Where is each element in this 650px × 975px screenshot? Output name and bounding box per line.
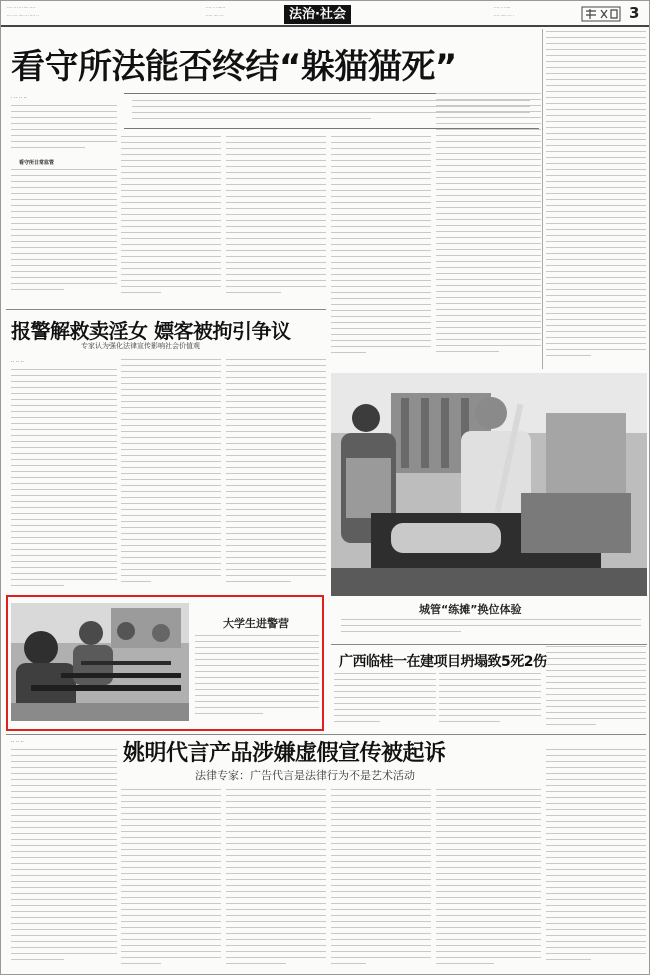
students-training-image — [11, 603, 189, 721]
page-number: 3 — [629, 4, 640, 22]
newspaper-logo — [581, 5, 621, 26]
feature-title: 大学生进警营 — [223, 617, 289, 630]
article4-subhead: 法律专家：广告代言是法律行为不是艺术活动 — [195, 769, 415, 782]
article2-subhead: 专家认为强化法律宣传影响社会价值观 — [81, 342, 200, 350]
street-stall-image — [331, 373, 647, 596]
photo1-title: 城管“练摊”换位体验 — [419, 603, 522, 616]
masthead: ···· ·· ··· ····· ···· ··· ···· ····· ·· ···· ·· ···· ·· ······· ····· ···· ··· 法治·社会 ···· ·· ····· ···· ····· ··· · 3 — [1, 1, 650, 27]
street-stall-photo — [331, 373, 647, 596]
logo-seal-icon — [581, 5, 621, 23]
article1-subhead: 看守所日常监管 — [19, 160, 55, 166]
section-label: 法治·社会 — [284, 5, 351, 24]
article3-headline: 广西临桂一在建项目坍塌致5死2伤 — [339, 654, 547, 670]
newspaper-page: ···· ·· ··· ····· ···· ··· ···· ····· ·· ···· ·· ···· ·· ······· ····· ···· ··· 法治·社会 ···· ·· ····· ···· ····· ··· · 3 看守所法能否终结“躲猫猫死” · ·· ·· ·· 看守所日常监管 报警解救卖淫女 嫖客被拘引争议 专家认为强化法律宣传影响社会价值观 ·· ·· ·· 城管“练摊”换位体验 广西临桂一在建项目坍塌致5死2伤 大学生进警营 ·· ·· ·· 姚明代言产品涉嫌虚假宣传被起诉 法律专家：广告代言是法律行为不是艺术活动 — [0, 0, 650, 975]
article2-headline: 报警解救卖淫女 嫖客被拘引争议 — [11, 319, 291, 343]
article4-headline: 姚明代言产品涉嫌虚假宣传被起诉 — [123, 741, 446, 766]
article1-headline: 看守所法能否终结“躲猫猫死” — [11, 47, 457, 87]
students-training-photo — [11, 603, 189, 721]
